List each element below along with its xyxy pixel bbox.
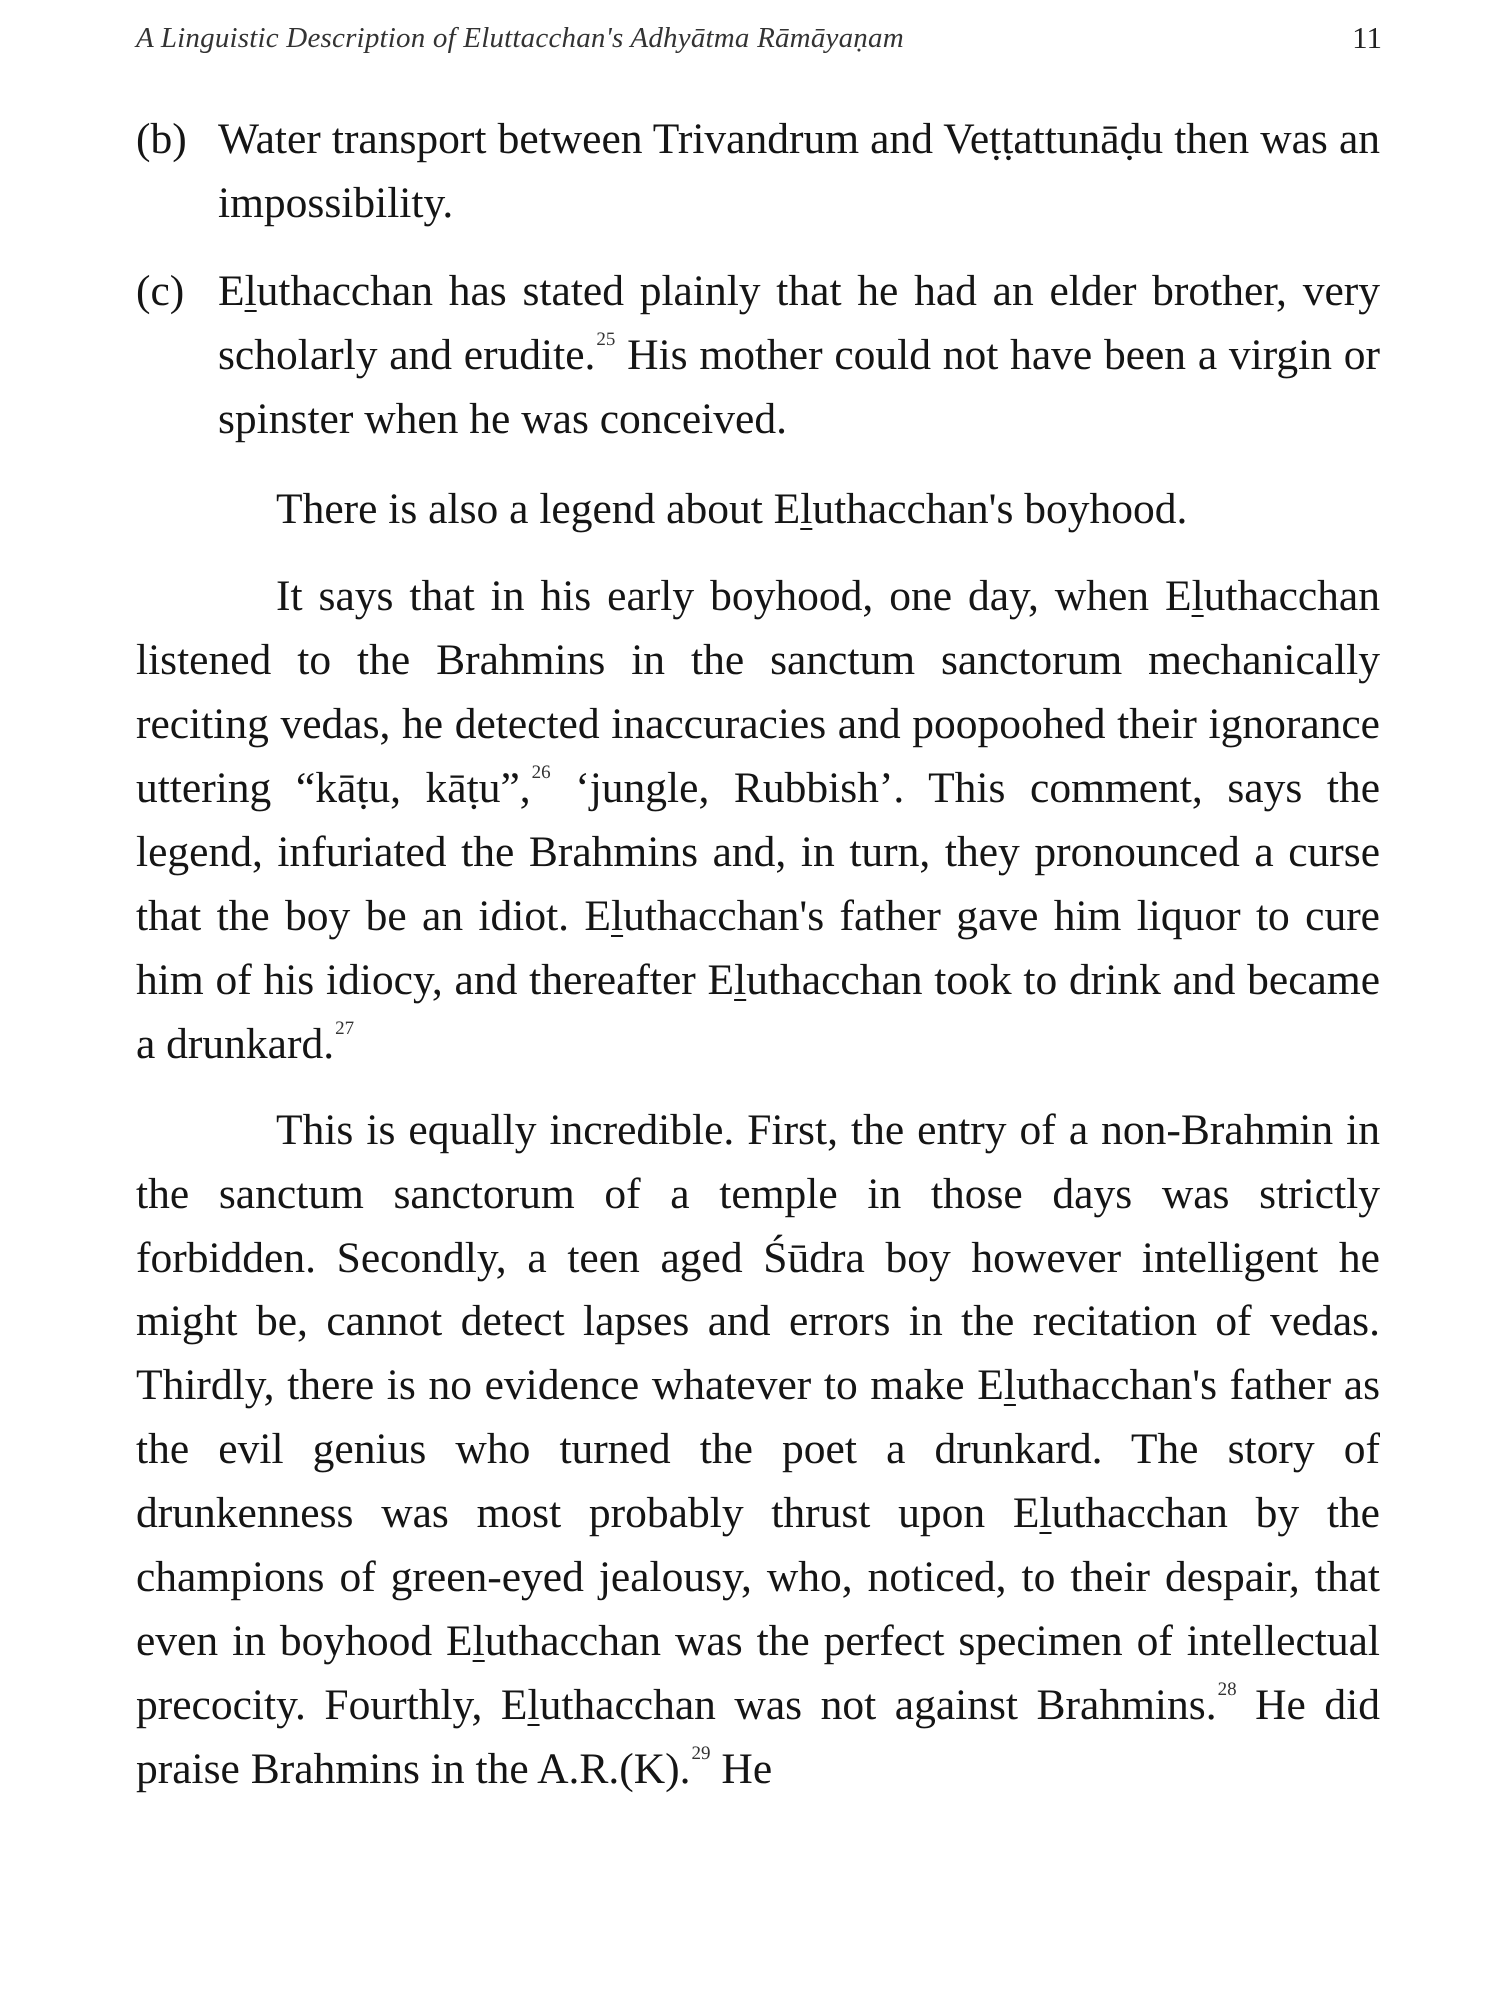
running-head-title: A Linguistic Description of Eluttacchan's Adhyātma Rāmāyaṇam	[136, 22, 904, 54]
list-item-text	[218, 108, 1380, 236]
footnote-marker: 27	[335, 1017, 355, 1039]
footnote-marker: 26	[531, 762, 551, 784]
text-run: He	[710, 1744, 773, 1793]
text-run: E	[218, 266, 245, 315]
text-run: uthacchan took to drink and became a drunkard.	[136, 955, 1380, 1068]
list-item-c	[136, 260, 1380, 452]
underlined-letter: l	[734, 955, 747, 1004]
text-run: uthacchan listened to the Brahmins in the sanctum sanctorum mechanically reciting vedas, he detected inaccuracies and poopoohed their ignorance uttering “kāṭu, kāṭu”,	[136, 572, 1380, 813]
list-item-b	[136, 108, 1380, 236]
underlined-letter: l	[472, 1616, 485, 1665]
underlined-letter: l	[610, 891, 624, 940]
page-body	[136, 108, 1380, 1802]
text-run: There is also a legend about E	[276, 484, 801, 533]
text-run: He did praise Brahmins in the A.R.(K).	[136, 1680, 1380, 1793]
underlined-letter: l	[527, 1680, 540, 1729]
text-run: His mother could not have been a virgin or spinster when he was conceived.	[218, 330, 1380, 443]
footnote-marker: 25	[596, 328, 616, 350]
text-run: It says that in his early boyhood, one day, when E	[276, 572, 1192, 621]
list-item-text	[218, 260, 1380, 452]
underlined-letter: l	[800, 484, 813, 533]
underlined-letter: l	[1191, 572, 1204, 621]
footnote-marker: 29	[691, 1742, 711, 1764]
text-run: Water transport between Trivandrum and Veṭṭattunāḍu then was an impossibility.	[218, 115, 1380, 227]
list-item-label: (c)	[136, 266, 185, 315]
text-run: uthacchan by the champions of green-eyed jealousy, who, noticed, to their despair, that even in boyhood E	[136, 1489, 1380, 1665]
paragraph-legend-story	[136, 565, 1380, 1076]
underlined-letter: l	[244, 266, 257, 315]
page-number: 11	[1352, 20, 1382, 55]
text-run: uthacchan's father as the evil genius who turned the poet a drunkard. The story of drunkenness was most probably thrust upon E	[136, 1361, 1380, 1538]
text-run: uthacchan's boyhood.	[812, 484, 1188, 533]
text-run: This is equally incredible. First, the entry of a non-Brahmin in the sanctum sanctorum of a temple in those days was strictly forbidden. Secondly, a teen aged Śūdra boy however intelligent he might be, cannot detect lapses and errors in the recitation of vedas. Thirdly, there is no evidence whatever to make E	[136, 1105, 1380, 1410]
paragraph-legend-intro	[136, 478, 1380, 542]
footnote-marker: 28	[1217, 1678, 1237, 1700]
underlined-letter: l	[1003, 1361, 1016, 1410]
text-run: uthacchan has stated plainly that he had an elder brother, very scholarly and erudite.	[218, 266, 1380, 379]
paragraph-refutation	[136, 1099, 1380, 1802]
text-run: ‘jungle, Rubbish’. This comment, says the legend, infuriated the Brahmins and, in turn, they pronounced a curse that the boy be an idiot. E	[136, 764, 1381, 940]
underlined-letter: l	[1039, 1489, 1052, 1538]
list-item-label: (b)	[136, 115, 187, 163]
text-run: uthacchan's father gave him liquor to cure him of his idiocy, and thereafter E	[136, 891, 1380, 1004]
text-run: uthacchan was not against Brahmins.	[539, 1680, 1217, 1729]
text-run: uthacchan was the perfect specimen of intellectual precocity. Fourthly, E	[136, 1616, 1380, 1729]
